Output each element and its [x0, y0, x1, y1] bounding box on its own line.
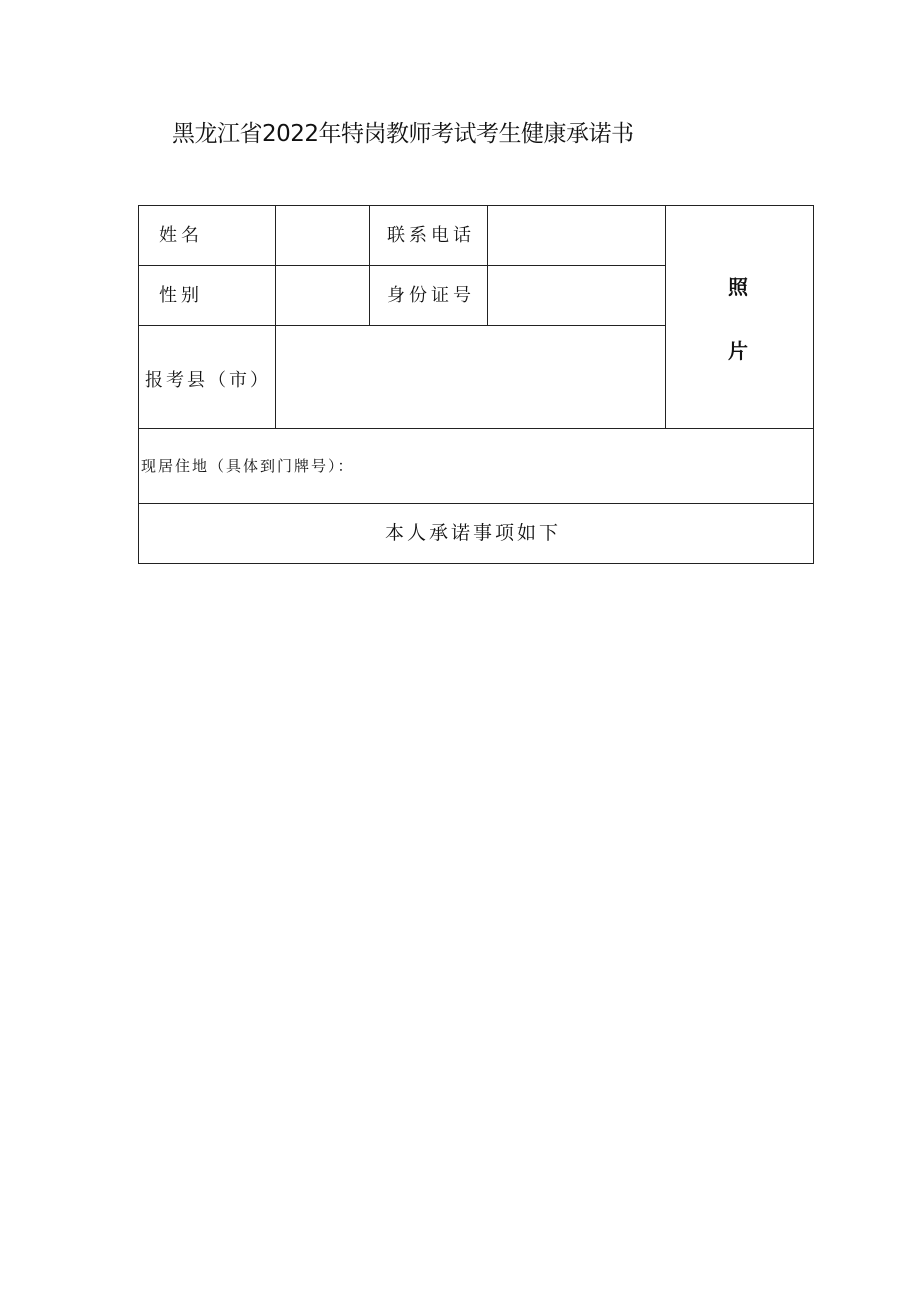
photo-box[interactable]	[666, 206, 813, 429]
phone-label: 联系电话	[387, 225, 475, 246]
county-value-field[interactable]	[276, 326, 666, 429]
name-label: 姓名	[159, 225, 203, 246]
id-value-field[interactable]	[488, 266, 666, 326]
commitment-heading: 本人承诺事项如下	[385, 522, 562, 544]
county-label: 报考县（市）	[145, 370, 271, 391]
gender-value-field[interactable]	[276, 266, 370, 326]
id-label: 身份证号	[387, 285, 475, 306]
address-label: 现居住地（具体到门牌号）：	[141, 457, 355, 475]
phone-value-field[interactable]	[488, 206, 666, 266]
health-commitment-form	[138, 205, 814, 564]
gender-label: 性别	[159, 285, 203, 306]
page-title: 黑龙江省2022年特岗教师考试考生健康承诺书	[172, 121, 634, 147]
photo-label-char-1: 照	[728, 275, 748, 299]
name-value-field[interactable]	[276, 206, 370, 266]
photo-label-char-2: 片	[728, 339, 748, 363]
